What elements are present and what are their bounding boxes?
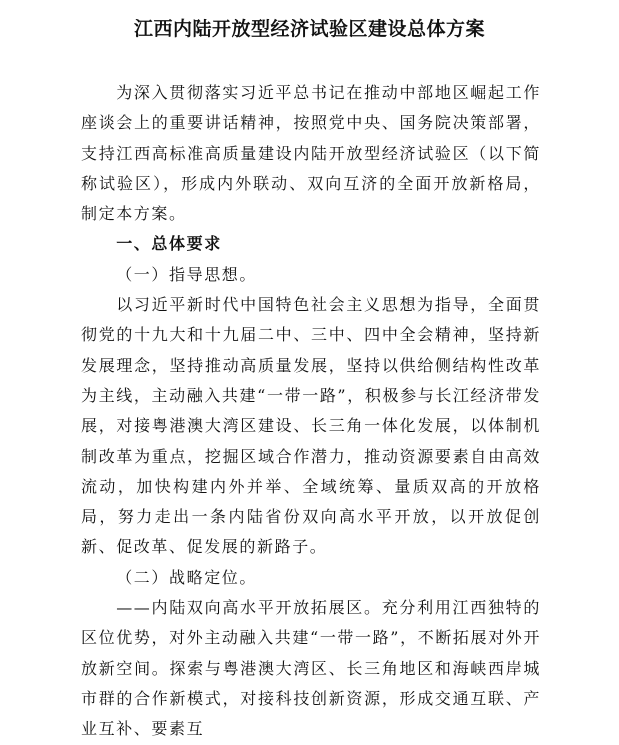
document-body	[81, 78, 541, 745]
subsection-heading-strategic-positioning: （二）战略定位。	[116, 567, 257, 587]
intro-paragraph: 为深入贯彻落实习近平总书记在推动中部地区崛起工作座谈会上的重要讲话精神，按照党中央、国务院决策部署，支持江西高标准高质量建设内陆开放型经济试验区（以下简称试验区），形成内外联动、双向互济的全面开放新格局，制定本方案。	[81, 83, 541, 224]
section-heading-general-requirements: 一、总体要求	[116, 234, 222, 254]
strategic-positioning-paragraph: ——内陆双向高水平开放拓展区。充分利用江西独特的区位优势，对外主动融入共建“一带一路”，不断拓展对外开放新空间。探索与粤港澳大湾区、长三角地区和海峡西岸城市群的合作新模式，对接科技创新资源，形成交通互联、产业互补、要素互	[81, 598, 541, 739]
guiding-ideology-paragraph: 以习近平新时代中国特色社会主义思想为指导，全面贯彻党的十九大和十九届二中、三中、四中全会精神，坚持新发展理念，坚持推动高质量发展，坚持以供给侧结构性改革为主线，主动融入共建“一带一路”，积极参与长江经济带发展，对接粤港澳大湾区建设、长三角一体化发展，以体制机制改革为重点，挖掘区域合作潜力，推动资源要素自由高效流动，加快构建内外并举、全域统筹、量质双高的开放格局，努力走出一条内陆省份双向高水平开放，以开放促创新、促改革、促发展的新路子。	[81, 295, 541, 557]
subsection-heading-guiding-ideology: （一）指导思想。	[116, 264, 257, 284]
document-title: 江西内陆开放型经济试验区建设总体方案	[133, 18, 485, 40]
